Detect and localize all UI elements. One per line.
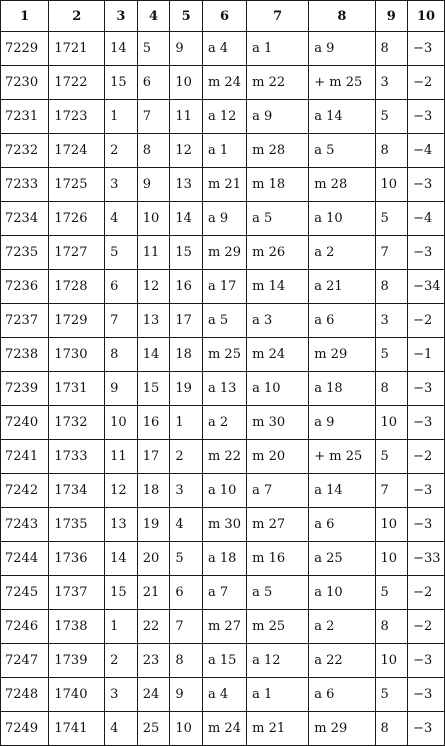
table-cell: −34 xyxy=(408,270,445,304)
table-cell: 7245 xyxy=(1,576,49,610)
table-cell: m 29 xyxy=(202,236,246,270)
column-header: 1 xyxy=(1,1,49,32)
table-cell: 1729 xyxy=(49,304,105,338)
column-header: 10 xyxy=(408,1,445,32)
table-cell: a 10 xyxy=(247,372,309,406)
table-cell: −3 xyxy=(408,678,445,712)
table-row xyxy=(1,576,445,610)
table-cell: m 27 xyxy=(202,610,246,644)
table-cell: 7239 xyxy=(1,372,49,406)
column-header: 8 xyxy=(309,1,375,32)
table-row xyxy=(1,440,445,474)
table-cell: 8 xyxy=(375,32,408,66)
table-row xyxy=(1,134,445,168)
table-cell: 7229 xyxy=(1,32,49,66)
table-cell: a 12 xyxy=(202,100,246,134)
table-cell: 9 xyxy=(105,372,138,406)
table-cell: 1736 xyxy=(49,542,105,576)
table-cell: m 26 xyxy=(247,236,309,270)
table-cell: m 24 xyxy=(202,712,246,746)
table-cell: 7 xyxy=(375,474,408,508)
table-cell: a 18 xyxy=(202,542,246,576)
table-cell: −1 xyxy=(408,338,445,372)
table-cell: 1725 xyxy=(49,168,105,202)
table-cell: 19 xyxy=(137,508,170,542)
table-cell: a 15 xyxy=(202,644,246,678)
table-cell: 7 xyxy=(375,236,408,270)
table-cell: 22 xyxy=(137,610,170,644)
table-row xyxy=(1,610,445,644)
table-cell: 14 xyxy=(137,338,170,372)
table-cell: m 28 xyxy=(309,168,375,202)
table-row xyxy=(1,100,445,134)
table-cell: 10 xyxy=(375,644,408,678)
table-cell: 3 xyxy=(105,678,138,712)
table-cell: a 1 xyxy=(247,32,309,66)
table-cell: 3 xyxy=(170,474,203,508)
table-cell: 4 xyxy=(170,508,203,542)
table-cell: a 2 xyxy=(309,610,375,644)
table-cell: a 5 xyxy=(247,202,309,236)
table-cell: a 6 xyxy=(309,678,375,712)
table-cell: 7232 xyxy=(1,134,49,168)
table-cell: a 5 xyxy=(309,134,375,168)
table-cell: 10 xyxy=(375,508,408,542)
table-cell: a 9 xyxy=(202,202,246,236)
table-cell: 5 xyxy=(375,338,408,372)
table-cell: 25 xyxy=(137,712,170,746)
table-row xyxy=(1,236,445,270)
table-cell: a 6 xyxy=(309,508,375,542)
table-cell: 2 xyxy=(170,440,203,474)
table-cell: a 9 xyxy=(309,32,375,66)
table-cell: a 10 xyxy=(309,202,375,236)
table-row xyxy=(1,508,445,542)
table-cell: 7233 xyxy=(1,168,49,202)
table-row xyxy=(1,644,445,678)
table-cell: −4 xyxy=(408,202,445,236)
table-cell: 8 xyxy=(375,372,408,406)
table-cell: 7 xyxy=(170,610,203,644)
table-cell: 5 xyxy=(137,32,170,66)
table-cell: 13 xyxy=(170,168,203,202)
table-cell: m 24 xyxy=(202,66,246,100)
table-cell: 5 xyxy=(375,440,408,474)
table-cell: a 1 xyxy=(202,134,246,168)
table-cell: a 4 xyxy=(202,32,246,66)
table-cell: a 7 xyxy=(247,474,309,508)
table-cell: 7241 xyxy=(1,440,49,474)
table-cell: 1739 xyxy=(49,644,105,678)
table-cell: 7237 xyxy=(1,304,49,338)
table-cell: m 30 xyxy=(202,508,246,542)
table-cell: 2 xyxy=(105,134,138,168)
table-cell: 5 xyxy=(170,542,203,576)
table-cell: −3 xyxy=(408,644,445,678)
table-cell: 7234 xyxy=(1,202,49,236)
table-cell: 16 xyxy=(137,406,170,440)
table-cell: a 12 xyxy=(247,644,309,678)
table-cell: 12 xyxy=(105,474,138,508)
table-cell: 8 xyxy=(170,644,203,678)
table-cell: 7236 xyxy=(1,270,49,304)
table-cell: 5 xyxy=(375,678,408,712)
column-header: 3 xyxy=(105,1,138,32)
table-body xyxy=(1,32,445,746)
table-cell: 4 xyxy=(105,202,138,236)
table-cell: a 9 xyxy=(247,100,309,134)
table-row xyxy=(1,406,445,440)
table-cell: 1731 xyxy=(49,372,105,406)
table-cell: a 25 xyxy=(309,542,375,576)
table-cell: 8 xyxy=(375,270,408,304)
table-cell: 1727 xyxy=(49,236,105,270)
table-cell: −2 xyxy=(408,66,445,100)
table-cell: −2 xyxy=(408,304,445,338)
table-cell: m 21 xyxy=(202,168,246,202)
table-cell: a 14 xyxy=(309,474,375,508)
column-header: 2 xyxy=(49,1,105,32)
table-cell: 1740 xyxy=(49,678,105,712)
table-cell: 18 xyxy=(137,474,170,508)
table-row xyxy=(1,168,445,202)
table-cell: 11 xyxy=(105,440,138,474)
table-cell: 15 xyxy=(105,66,138,100)
table-cell: 18 xyxy=(170,338,203,372)
table-cell: −2 xyxy=(408,576,445,610)
table-cell: a 18 xyxy=(309,372,375,406)
table-cell: 5 xyxy=(375,576,408,610)
table-cell: 1722 xyxy=(49,66,105,100)
table-cell: 8 xyxy=(375,712,408,746)
column-header: 4 xyxy=(137,1,170,32)
table-cell: 16 xyxy=(170,270,203,304)
table-cell: 7242 xyxy=(1,474,49,508)
table-cell: 7243 xyxy=(1,508,49,542)
table-cell: a 9 xyxy=(309,406,375,440)
table-cell: 21 xyxy=(137,576,170,610)
table-cell: 3 xyxy=(375,304,408,338)
table-cell: −3 xyxy=(408,236,445,270)
column-header: 6 xyxy=(202,1,246,32)
table-cell: a 4 xyxy=(202,678,246,712)
table-cell: 13 xyxy=(105,508,138,542)
table-cell: a 2 xyxy=(202,406,246,440)
table-row xyxy=(1,678,445,712)
table-cell: 7240 xyxy=(1,406,49,440)
header-row xyxy=(1,1,445,32)
table-cell: 8 xyxy=(375,610,408,644)
table-cell: 1724 xyxy=(49,134,105,168)
table-row xyxy=(1,474,445,508)
table-cell: 1734 xyxy=(49,474,105,508)
table-cell: 17 xyxy=(170,304,203,338)
table-cell: 1 xyxy=(105,100,138,134)
table-row xyxy=(1,32,445,66)
table-cell: 5 xyxy=(375,100,408,134)
table-cell: 2 xyxy=(105,644,138,678)
table-cell: −3 xyxy=(408,712,445,746)
table-cell: 10 xyxy=(170,66,203,100)
table-cell: m 25 xyxy=(247,610,309,644)
table-cell: + m 25 xyxy=(309,440,375,474)
table-cell: 10 xyxy=(375,168,408,202)
table-cell: 8 xyxy=(105,338,138,372)
table-row xyxy=(1,372,445,406)
table-cell: 7230 xyxy=(1,66,49,100)
table-cell: m 18 xyxy=(247,168,309,202)
table-row xyxy=(1,66,445,100)
table-cell: 20 xyxy=(137,542,170,576)
table-cell: 7248 xyxy=(1,678,49,712)
table-cell: 1723 xyxy=(49,100,105,134)
table-cell: a 10 xyxy=(309,576,375,610)
table-cell: + m 25 xyxy=(309,66,375,100)
column-header: 7 xyxy=(247,1,309,32)
table-cell: 1732 xyxy=(49,406,105,440)
table-cell: 7231 xyxy=(1,100,49,134)
table-cell: −3 xyxy=(408,474,445,508)
table-cell: 10 xyxy=(105,406,138,440)
table-cell: 7235 xyxy=(1,236,49,270)
table-cell: 15 xyxy=(105,576,138,610)
table-cell: m 27 xyxy=(247,508,309,542)
table-row xyxy=(1,202,445,236)
table-cell: −3 xyxy=(408,372,445,406)
table-cell: 8 xyxy=(375,134,408,168)
table-cell: 17 xyxy=(137,440,170,474)
table-cell: −3 xyxy=(408,32,445,66)
table-cell: 11 xyxy=(170,100,203,134)
table-row xyxy=(1,712,445,746)
table-cell: 7 xyxy=(137,100,170,134)
table-cell: a 14 xyxy=(309,100,375,134)
table-cell: 7249 xyxy=(1,712,49,746)
table-row xyxy=(1,270,445,304)
table-cell: 10 xyxy=(375,406,408,440)
table-cell: a 3 xyxy=(247,304,309,338)
table-cell: 24 xyxy=(137,678,170,712)
table-cell: 5 xyxy=(375,202,408,236)
table-cell: 9 xyxy=(137,168,170,202)
table-cell: 15 xyxy=(170,236,203,270)
table-cell: a 1 xyxy=(247,678,309,712)
table-cell: m 22 xyxy=(202,440,246,474)
table-cell: m 29 xyxy=(309,338,375,372)
table-cell: a 6 xyxy=(309,304,375,338)
table-cell: 14 xyxy=(170,202,203,236)
table-cell: 3 xyxy=(105,168,138,202)
table-cell: a 22 xyxy=(309,644,375,678)
table-cell: −2 xyxy=(408,440,445,474)
table-cell: m 28 xyxy=(247,134,309,168)
table-cell: a 5 xyxy=(247,576,309,610)
table-cell: −33 xyxy=(408,542,445,576)
table-cell: −3 xyxy=(408,406,445,440)
table-cell: 7247 xyxy=(1,644,49,678)
table-cell: 23 xyxy=(137,644,170,678)
table-row xyxy=(1,542,445,576)
table-cell: 6 xyxy=(170,576,203,610)
table-cell: 7 xyxy=(105,304,138,338)
table-cell: 14 xyxy=(105,32,138,66)
table-row xyxy=(1,338,445,372)
table-cell: 6 xyxy=(105,270,138,304)
table-cell: 1738 xyxy=(49,610,105,644)
table-cell: 7244 xyxy=(1,542,49,576)
table-cell: −3 xyxy=(408,508,445,542)
table-cell: m 14 xyxy=(247,270,309,304)
table-cell: a 13 xyxy=(202,372,246,406)
table-cell: a 17 xyxy=(202,270,246,304)
table-cell: 10 xyxy=(170,712,203,746)
table-cell: −3 xyxy=(408,168,445,202)
table-cell: −2 xyxy=(408,610,445,644)
table-cell: 14 xyxy=(105,542,138,576)
table-cell: −4 xyxy=(408,134,445,168)
table-cell: 1737 xyxy=(49,576,105,610)
table-cell: 15 xyxy=(137,372,170,406)
table-cell: a 10 xyxy=(202,474,246,508)
table-cell: 7238 xyxy=(1,338,49,372)
table-cell: a 7 xyxy=(202,576,246,610)
table-cell: 9 xyxy=(170,678,203,712)
table-cell: 10 xyxy=(375,542,408,576)
table-cell: 1 xyxy=(170,406,203,440)
table-cell: 1728 xyxy=(49,270,105,304)
table-cell: 1741 xyxy=(49,712,105,746)
table-cell: 13 xyxy=(137,304,170,338)
table-cell: m 29 xyxy=(309,712,375,746)
table-cell: m 16 xyxy=(247,542,309,576)
table-cell: 1 xyxy=(105,610,138,644)
table-cell: 5 xyxy=(105,236,138,270)
table-cell: 3 xyxy=(375,66,408,100)
table-cell: 19 xyxy=(170,372,203,406)
table-row xyxy=(1,304,445,338)
table-cell: m 20 xyxy=(247,440,309,474)
table-cell: 6 xyxy=(137,66,170,100)
table-cell: 4 xyxy=(105,712,138,746)
table-cell: 8 xyxy=(137,134,170,168)
column-header: 9 xyxy=(375,1,408,32)
table-cell: 9 xyxy=(170,32,203,66)
table-cell: m 30 xyxy=(247,406,309,440)
table-cell: a 21 xyxy=(309,270,375,304)
table-cell: 12 xyxy=(170,134,203,168)
table-cell: 1733 xyxy=(49,440,105,474)
table-cell: a 2 xyxy=(309,236,375,270)
table-cell: 1735 xyxy=(49,508,105,542)
table-cell: m 22 xyxy=(247,66,309,100)
table-cell: 12 xyxy=(137,270,170,304)
table-cell: 1726 xyxy=(49,202,105,236)
table-cell: −3 xyxy=(408,100,445,134)
column-header: 5 xyxy=(170,1,203,32)
table-cell: 11 xyxy=(137,236,170,270)
table-cell: m 24 xyxy=(247,338,309,372)
table-cell: 1730 xyxy=(49,338,105,372)
table-cell: m 25 xyxy=(202,338,246,372)
table-cell: 7246 xyxy=(1,610,49,644)
table-cell: a 5 xyxy=(202,304,246,338)
table-cell: 1721 xyxy=(49,32,105,66)
table-cell: m 21 xyxy=(247,712,309,746)
table-cell: 10 xyxy=(137,202,170,236)
